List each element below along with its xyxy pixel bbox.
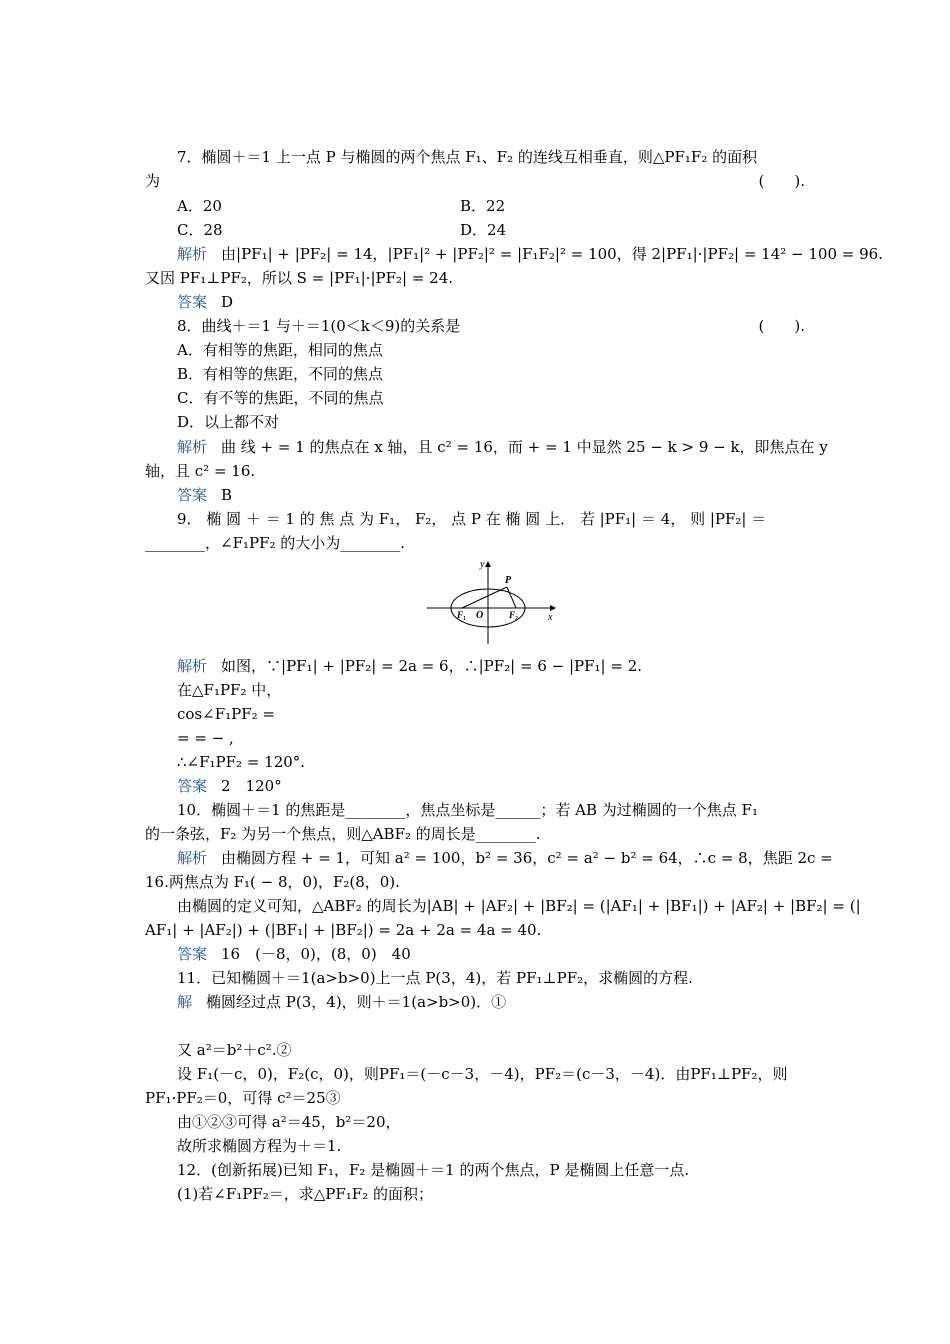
q8-solution: 解析 曲 线 + = 1 的焦点在 x 轴，且 c² = 16，而 + = 1 中显然 25 − k > 9 − k，即焦点在 y xyxy=(177,438,828,456)
q7-stem: 7．椭圆＋＝1 上一点 P 与椭圆的两个焦点 F₁、F₂ 的连线互相垂直，则△PF₁F₂ 的面积 xyxy=(177,148,758,166)
y-axis-label: y xyxy=(480,559,485,570)
y-axis-arrow xyxy=(485,561,491,567)
q10-solution-l3: 由椭圆的定义可知，△ABF₂ 的周长为|AB| + |AF₂| + |BF₂| = (|AF₁| + |BF₁|) + |AF₂| + |BF₂| = (| xyxy=(177,897,861,915)
q9-stem: 9． 椭 圆 ＋ ＝ 1 的 焦 点 为 F₁， F₂， 点 P 在 椭 圆 上． 若 |PF₁| ＝ 4， 则 |PF₂| ＝ xyxy=(177,510,767,528)
q9-answer: 答案 2 120° xyxy=(177,777,282,795)
q8-option-a: A．有相等的焦距，相同的焦点 xyxy=(177,341,383,359)
q7-solution: 解析 由|PF₁| + |PF₂| = 14，|PF₁|² + |PF₂|² = |F₁F₂|² = 100，得 2|PF₁|·|PF₂| = 14² − 100 = 96. xyxy=(177,245,883,263)
focus-f1-label: F₁ xyxy=(457,610,467,620)
q12-part1: (1)若∠F₁PF₂＝，求△PF₁F₂ 的面积； xyxy=(177,1185,433,1203)
q11-solution-l6: 故所求椭圆方程为＋＝1. xyxy=(177,1137,342,1155)
q9-solution: 解析 如图，∵|PF₁| + |PF₂| = 2a = 6，∴|PF₂| = 6 − |PF₁| = 2. xyxy=(177,657,643,675)
ellipse-figure xyxy=(425,558,560,648)
q7-answer: 答案 D xyxy=(177,293,234,311)
q8-option-c: C．有不等的焦距，不同的焦点 xyxy=(177,389,384,407)
q11-solution: 解 椭圆经过点 P(3，4)，则＋＝1(a>b>0)．① xyxy=(177,993,507,1011)
q11-stem: 11．已知椭圆＋＝1(a>b>0)上一点 P(3，4)，若 PF₁⊥PF₂，求椭圆的方程. xyxy=(177,969,693,987)
q10-solution-l4: AF₁| + |AF₂|) + (|BF₁| + |BF₂|) = 2a + 2a = 4a = 40. xyxy=(145,921,542,939)
q7-options-cd: C．28 D．24 xyxy=(177,221,507,239)
point-p-label: P xyxy=(505,575,512,586)
q11-solution-l2: 又 a²＝b²＋c².② xyxy=(177,1041,292,1059)
q7-solution-cont: 又因 PF₁⊥PF₂，所以 S = |PF₁|·|PF₂| = 24. xyxy=(145,269,454,287)
q11-solution-l3: 设 F₁(－c，0)，F₂(c，0)，则PF₁＝(－c－3，－4)，PF₂＝(c－3，－4)．由PF₁⊥PF₂，则 xyxy=(177,1065,788,1083)
q8-solution-cont: 轴，且 c² = 16. xyxy=(145,462,256,480)
q7-stem-cont: 为 ( ). xyxy=(145,172,805,190)
q8-answer: 答案 B xyxy=(177,486,233,504)
x-axis-label: x xyxy=(548,612,553,623)
q10-stem-cont: 的一条弦，F₂ 为另一个焦点，则△ABF₂ 的周长是________. xyxy=(145,825,541,843)
x-axis-arrow xyxy=(550,605,556,611)
q9-stem-cont: ________，∠F₁PF₂ 的大小为________. xyxy=(145,534,406,552)
q10-stem: 10．椭圆＋＝1 的焦距是________，焦点坐标是______；若 AB 为过椭圆的一个焦点 F₁ xyxy=(177,801,758,819)
q9-solution-l2: 在△F₁PF₂ 中， xyxy=(177,681,282,699)
q8-stem: 8．曲线＋＝1 与＋＝1(0＜k＜9)的关系是 ( ). xyxy=(177,317,805,335)
q8-option-b: B．有相等的焦距，不同的焦点 xyxy=(177,365,384,383)
focus-f2-label: F₂ xyxy=(509,610,519,620)
q10-solution-l2: 16.两焦点为 F₁( − 8，0)，F₂(8，0). xyxy=(145,873,400,891)
segment-pf1 xyxy=(462,587,507,608)
ellipse-diagram xyxy=(425,558,560,648)
origin-label: O xyxy=(476,610,484,621)
q9-solution-l5: ∴∠F₁PF₂ = 120°. xyxy=(177,753,306,771)
q11-solution-l4: PF₁·PF₂＝0，可得 c²＝25③ xyxy=(145,1089,341,1107)
q12-stem: 12．(创新拓展)已知 F₁，F₂ 是椭圆＋＝1 的两个焦点，P 是椭圆上任意一点. xyxy=(177,1161,690,1179)
q11-solution-l5: 由①②③可得 a²＝45，b²＝20， xyxy=(177,1113,401,1131)
q10-answer: 答案 16 (－8，0)，(8，0) 40 xyxy=(177,945,411,963)
segment-pf2 xyxy=(507,587,516,608)
q7-options-ab: A．20 B．22 xyxy=(177,197,506,215)
q9-solution-l3: cos∠F₁PF₂ = xyxy=(177,705,275,723)
q10-solution: 解析 由椭圆方程 + = 1，可知 a² = 100，b² = 36，c² = a² − b² = 64，∴c = 8，焦距 2c = xyxy=(177,849,833,867)
q8-option-d: D．以上都不对 xyxy=(177,413,280,431)
q9-solution-l4: = = − , xyxy=(177,729,234,747)
